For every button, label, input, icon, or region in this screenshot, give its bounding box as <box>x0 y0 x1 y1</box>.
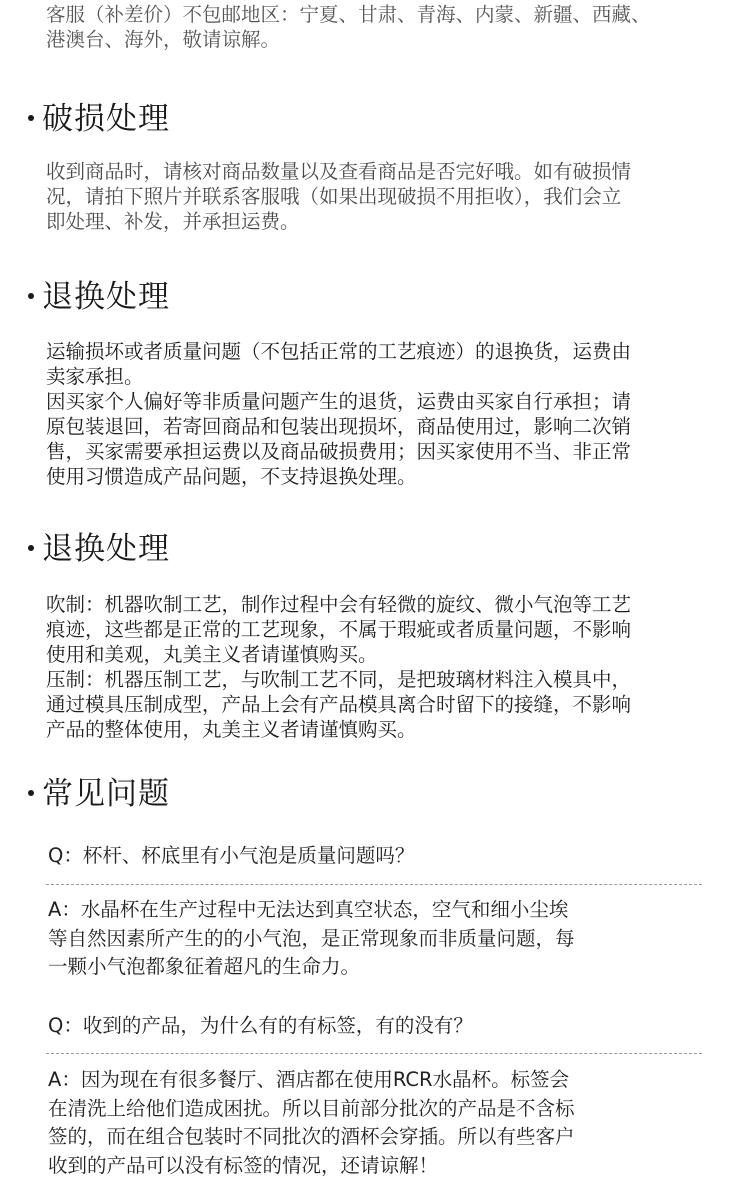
faq-answer-2: A：因为现在有很多餐厅、酒店都在使用RCR水晶杯。标签会 在清洗上给他们造成困扰。所以目前部分批次的产品是不含标 签的，而在组合包装时不同批次的酒杯会穿插。所以有些客户 收到的产品可以没有标签的情况，还请谅解！ <box>48 1068 575 1177</box>
faq-divider-2 <box>46 1053 702 1054</box>
returns-title-text: 退换处理 <box>42 279 170 315</box>
bullet-dot-icon <box>28 790 34 796</box>
faq-title-text: 常见问题 <box>42 776 170 812</box>
damage-section-body <box>0 159 750 234</box>
bullet-dot-icon <box>28 115 34 121</box>
damage-section-title <box>28 99 170 139</box>
craft-title-text: 退换处理 <box>42 531 170 567</box>
faq-divider-1 <box>46 884 702 885</box>
returns-section-body <box>0 339 750 489</box>
faq-question-2: Q：收到的产品，为什么有的有标签，有的没有？ <box>48 1014 473 1037</box>
faq-answer-1: A：水晶杯在生产过程中无法达到真空状态，空气和细小尘埃 等自然因素所产生的的小气泡，是正常现象而非质量问题，每 一颗小气泡都象征着超凡的生命力。 <box>48 898 575 978</box>
faq-question-1: Q：杯杆、杯底里有小气泡是质量问题吗？ <box>48 844 415 867</box>
bullet-dot-icon <box>28 545 34 551</box>
shipping-notice-text: 客服（补差价）不包邮地区：宁夏、甘肃、青海、内蒙、新疆、西藏、 港澳台、海外，敬请谅解。 <box>46 3 651 51</box>
craft-section-title <box>28 529 170 569</box>
shipping-notice <box>0 0 750 52</box>
returns-text: 运输损坏或者质量问题（不包括正常的工艺痕迹）的退换货，运费由 卖家承担。 因买家个人偏好等非质量问题产生的退货，运费由买家自行承担；请 原包装退回，若寄回商品和包装出现损坏，商品使用过，影响二次销 售，买家需要承担运费以及商品破损费用；因买家使用不当、非正常 使用习惯造成产品问题，不支持退换处理。 <box>46 340 632 488</box>
returns-section-title <box>28 277 170 317</box>
faq-section-title <box>28 774 170 814</box>
craft-text: 吹制：机器吹制工艺，制作过程中会有轻微的旋纹、微小气泡等工艺 痕迹，这些都是正常的工艺现象，不属于瑕疵或者质量问题，不影响 使用和美观，丸美主义者请谨慎购买。 压制：机器压制工艺，与吹制工艺不同，是把玻璃材料注入模具中， 通过模具压制成型，产品上会有产品模具离合时留下的接缝，不影响 产品的整体使用，丸美主义者请谨慎购买。 <box>46 593 632 741</box>
damage-title-text: 破损处理 <box>42 101 170 137</box>
damage-text: 收到商品时，请核对商品数量以及查看商品是否完好哦。如有破损情 况，请拍下照片并联系客服哦（如果出现破损不用拒收），我们会立 即处理、补发，并承担运费。 <box>46 160 632 233</box>
craft-section-body <box>0 592 750 742</box>
bullet-dot-icon <box>28 293 34 299</box>
